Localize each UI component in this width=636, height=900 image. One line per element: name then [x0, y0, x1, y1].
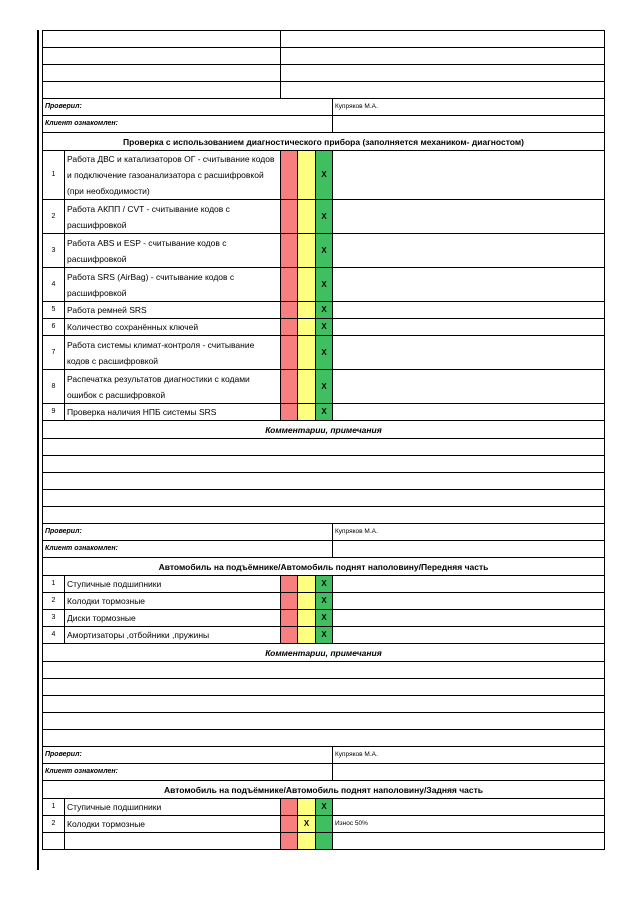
table-row: 2 Колодки тормозные X Износ 50% [43, 816, 605, 833]
checked-value: Купряков М.А. [333, 99, 605, 116]
blank-row [43, 439, 605, 456]
table-row: 9 Проверка наличия НПБ системы SRS X [43, 404, 605, 421]
table-row: 4 Амортизаторы ,отбойники ,пружины X [43, 627, 605, 644]
blank-row [43, 730, 605, 747]
comments-title: Комментарии, примечания [43, 421, 605, 439]
blank-row [43, 662, 605, 679]
blank-row [43, 65, 605, 82]
status-mark: X [316, 593, 333, 610]
wear-note: Износ 50% [333, 816, 605, 833]
status-mark: X [316, 336, 333, 370]
comments-title: Комментарии, примечания [43, 644, 605, 662]
blank-row [43, 48, 605, 65]
table-row: 4 Работа SRS (AirBag) - считывание кодов с расшифровкой X [43, 268, 605, 302]
status-mark: X [316, 610, 333, 627]
signature-checked-row [43, 524, 605, 541]
section-header [43, 781, 605, 799]
section-header [43, 558, 605, 576]
blank-row [43, 679, 605, 696]
section-header [43, 133, 605, 151]
table-row [43, 833, 605, 850]
table-row: 3 Работа ABS и ESP - считывание кодов с расшифровкой X [43, 234, 605, 268]
blank-row [43, 696, 605, 713]
table-row: 1 Ступичные подшипники X [43, 576, 605, 593]
status-mark: X [316, 799, 333, 816]
checked-label: Проверил: [43, 524, 333, 541]
status-mark: X [316, 627, 333, 644]
table-row: 1 Ступичные подшипники X [43, 799, 605, 816]
table-row: 1 Работа ДВС и катализаторов ОГ - считывание кодов и подключение газоанализатора с расшифровкой (при необходимости) X [43, 151, 605, 200]
status-mark: X [316, 268, 333, 302]
status-mark: X [316, 370, 333, 404]
inspection-sheet [42, 30, 605, 850]
comments-header [43, 644, 605, 662]
status-mark: X [316, 151, 333, 200]
section-title: Автомобиль на подъёмнике/Автомобиль поднят наполовину/Передняя часть [43, 558, 605, 576]
status-mark: X [316, 302, 333, 319]
status-mark: X [316, 319, 333, 336]
section-title: Автомобиль на подъёмнике/Автомобиль поднят наполовину/Задняя часть [43, 781, 605, 799]
table-row: 2 Работа АКПП / CVT - считывание кодов с расшифровкой X [43, 200, 605, 234]
inspection-table [42, 30, 605, 850]
table-row: 7 Работа системы климат-контроля - считывание кодов с расшифровкой X [43, 336, 605, 370]
blank-row [43, 31, 605, 48]
client-label: Клиент ознакомлен: [43, 116, 333, 133]
blank-row [43, 473, 605, 490]
checked-label: Проверил: [43, 99, 333, 116]
checked-label: Проверил: [43, 747, 333, 764]
status-mark: X [316, 200, 333, 234]
checked-value: Купряков М.А. [333, 747, 605, 764]
signature-checked-row [43, 99, 605, 116]
table-row: 5 Работа ремней SRS X [43, 302, 605, 319]
blank-row [43, 82, 605, 99]
checked-value: Купряков М.А. [333, 524, 605, 541]
blank-row [43, 456, 605, 473]
table-row: 2 Колодки тормозные X [43, 593, 605, 610]
status-mark: X [298, 816, 316, 833]
signature-client-row [43, 764, 605, 781]
left-margin-border [37, 30, 39, 870]
status-mark: X [316, 404, 333, 421]
table-row: 8 Распечатка результатов диагностики с кодами ошибок с расшифровкой X [43, 370, 605, 404]
signature-client-row [43, 541, 605, 558]
table-row: 3 Диски тормозные X [43, 610, 605, 627]
table-row: 6 Количество сохранённых ключей X [43, 319, 605, 336]
blank-row [43, 507, 605, 524]
blank-row [43, 713, 605, 730]
blank-row [43, 490, 605, 507]
status-mark: X [316, 234, 333, 268]
client-label: Клиент ознакомлен: [43, 541, 333, 558]
section-title: Проверка с использованием диагностического прибора (заполняется механиком- диагностом) [43, 133, 605, 151]
client-label: Клиент ознакомлен: [43, 764, 333, 781]
signature-checked-row [43, 747, 605, 764]
signature-client-row [43, 116, 605, 133]
status-mark: X [316, 576, 333, 593]
comments-header [43, 421, 605, 439]
